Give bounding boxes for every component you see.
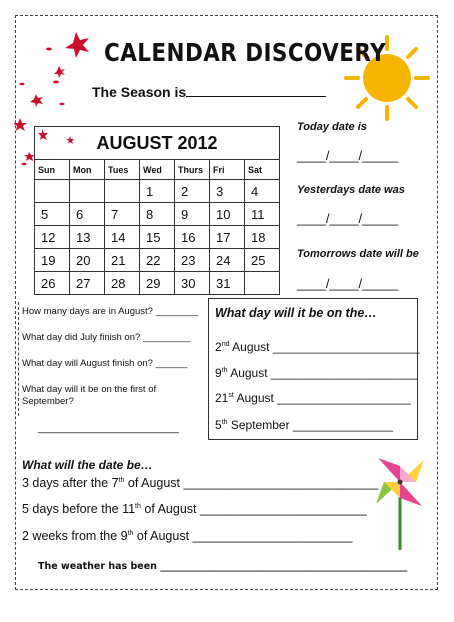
- calendar-date-cell: 3: [210, 180, 245, 203]
- calendar-date-cell: 5: [35, 203, 70, 226]
- weather-prompt[interactable]: The weather has been ____________________________________________________: [38, 561, 408, 572]
- day-number: 9: [215, 366, 222, 380]
- ordinal-suffix: st: [228, 392, 234, 399]
- ordinal-suffix: th: [118, 476, 125, 484]
- tomorrow-date-label: Tomorrows date will be: [297, 248, 419, 260]
- day-number: 21: [215, 391, 229, 405]
- yesterday-date-label: Yesterdays date was: [297, 184, 405, 196]
- date-be-item[interactable]: [22, 502, 367, 516]
- ordinal-suffix: th: [135, 502, 141, 510]
- calendar-date-cell: 8: [140, 203, 175, 226]
- calendar-date-cell: 19: [35, 249, 70, 272]
- calendar-week-row: [35, 272, 280, 295]
- calendar-date-cell: 16: [175, 226, 210, 249]
- day-text: August ______________________: [229, 340, 420, 354]
- question-first-of-september: What day will it be on the first of September?: [22, 384, 157, 407]
- calendar-date-cell: 12: [35, 226, 70, 249]
- day-number: 2: [215, 340, 222, 354]
- calendar-date-cell: 9: [175, 203, 210, 226]
- calendar-date-cell: 2: [175, 180, 210, 203]
- date-be-item[interactable]: [22, 476, 378, 490]
- day-number: 5: [215, 418, 222, 432]
- today-date-answer[interactable]: ____/____/_____: [297, 148, 399, 163]
- calendar-day-header: Tues: [105, 160, 140, 180]
- calendar-day-header: Mon: [70, 160, 105, 180]
- question-july-finish[interactable]: What day did July finish on? _________: [22, 332, 191, 343]
- ordinal-suffix: nd: [221, 341, 230, 348]
- calendar-date-cell: [70, 180, 105, 203]
- calendar-day-header: Sun: [35, 160, 70, 180]
- calendar-date-cell: 7: [105, 203, 140, 226]
- today-date-label: Today date is: [297, 121, 367, 133]
- calendar-date-cell: 18: [245, 226, 280, 249]
- calendar-day-header: Fri: [210, 160, 245, 180]
- calendar-date-cell: 21: [105, 249, 140, 272]
- ordinal-suffix: th: [221, 419, 228, 426]
- calendar-date-cell: 23: [175, 249, 210, 272]
- calendar-date-cell: 4: [245, 180, 280, 203]
- calendar-date-cell: 20: [70, 249, 105, 272]
- date-be-suffix: of August ________________________: [140, 502, 367, 516]
- question-august-finish[interactable]: What day will August finish on? ______: [22, 358, 188, 369]
- calendar-week-row: [35, 226, 280, 249]
- calendar-day-header: Thurs: [175, 160, 210, 180]
- season-answer-blank[interactable]: [186, 96, 326, 97]
- date-be-prefix: 3 days after the 7: [22, 476, 119, 490]
- date-be-title: What will the date be…: [22, 458, 153, 472]
- date-be-suffix: of August _______________________: [133, 529, 353, 543]
- calendar-date-cell: 1: [140, 180, 175, 203]
- calendar-day-header: Wed: [140, 160, 175, 180]
- calendar-date-cell: [35, 180, 70, 203]
- calendar-date-cell: 24: [210, 249, 245, 272]
- tomorrow-date-answer[interactable]: ____/____/_____: [297, 276, 399, 291]
- calendar-date-cell: 6: [70, 203, 105, 226]
- calendar-date-cell: 30: [175, 272, 210, 295]
- date-be-suffix: of August ____________________________: [124, 476, 379, 490]
- day-text: September _______________: [227, 418, 394, 432]
- worksheet-title: CALENDAR DISCOVERY: [104, 38, 387, 67]
- calendar-date-cell: 25: [245, 249, 280, 272]
- what-day-item[interactable]: [215, 340, 420, 354]
- calendar-date-cell: 14: [105, 226, 140, 249]
- what-day-item[interactable]: [215, 418, 393, 432]
- day-text: August ______________________: [227, 366, 418, 380]
- season-prompt: [92, 84, 326, 100]
- calendar-date-cell: 15: [140, 226, 175, 249]
- calendar-date-cell: 13: [70, 226, 105, 249]
- day-text: August ____________________: [233, 391, 411, 405]
- what-day-box-title: What day will it be on the…: [215, 306, 377, 320]
- calendar-date-cell: 22: [140, 249, 175, 272]
- date-be-prefix: 5 days before the 11: [22, 502, 136, 516]
- calendar-date-cell: 17: [210, 226, 245, 249]
- calendar-date-cell: 26: [35, 272, 70, 295]
- calendar-month-title: AUGUST 2012: [35, 127, 280, 160]
- calendar-date-cell: 31: [210, 272, 245, 295]
- ordinal-suffix: th: [221, 367, 228, 374]
- calendar-day-header: Sat: [245, 160, 280, 180]
- calendar-date-cell: 29: [140, 272, 175, 295]
- calendar-week-row: [35, 249, 280, 272]
- date-be-item[interactable]: [22, 529, 352, 543]
- calendar-date-cell: 10: [210, 203, 245, 226]
- september-answer-blank[interactable]: _______________________: [38, 422, 179, 434]
- season-label: The Season is: [92, 84, 187, 100]
- august-calendar: [34, 126, 280, 295]
- calendar-date-cell: [245, 272, 280, 295]
- what-day-item[interactable]: [215, 391, 411, 405]
- calendar-week-row: [35, 203, 280, 226]
- what-day-item[interactable]: [215, 366, 418, 380]
- yesterday-date-answer[interactable]: ____/____/_____: [297, 211, 399, 226]
- calendar-date-cell: 11: [245, 203, 280, 226]
- ordinal-suffix: th: [127, 529, 134, 537]
- calendar-date-cell: [105, 180, 140, 203]
- pinwheel-icon: [370, 452, 430, 552]
- calendar-date-cell: 27: [70, 272, 105, 295]
- calendar-date-cell: 28: [105, 272, 140, 295]
- left-margin-line: [18, 302, 19, 416]
- calendar-week-row: [35, 180, 280, 203]
- question-days-in-august[interactable]: How many days are in August? ________: [22, 306, 198, 317]
- date-be-prefix: 2 weeks from the 9: [22, 529, 128, 543]
